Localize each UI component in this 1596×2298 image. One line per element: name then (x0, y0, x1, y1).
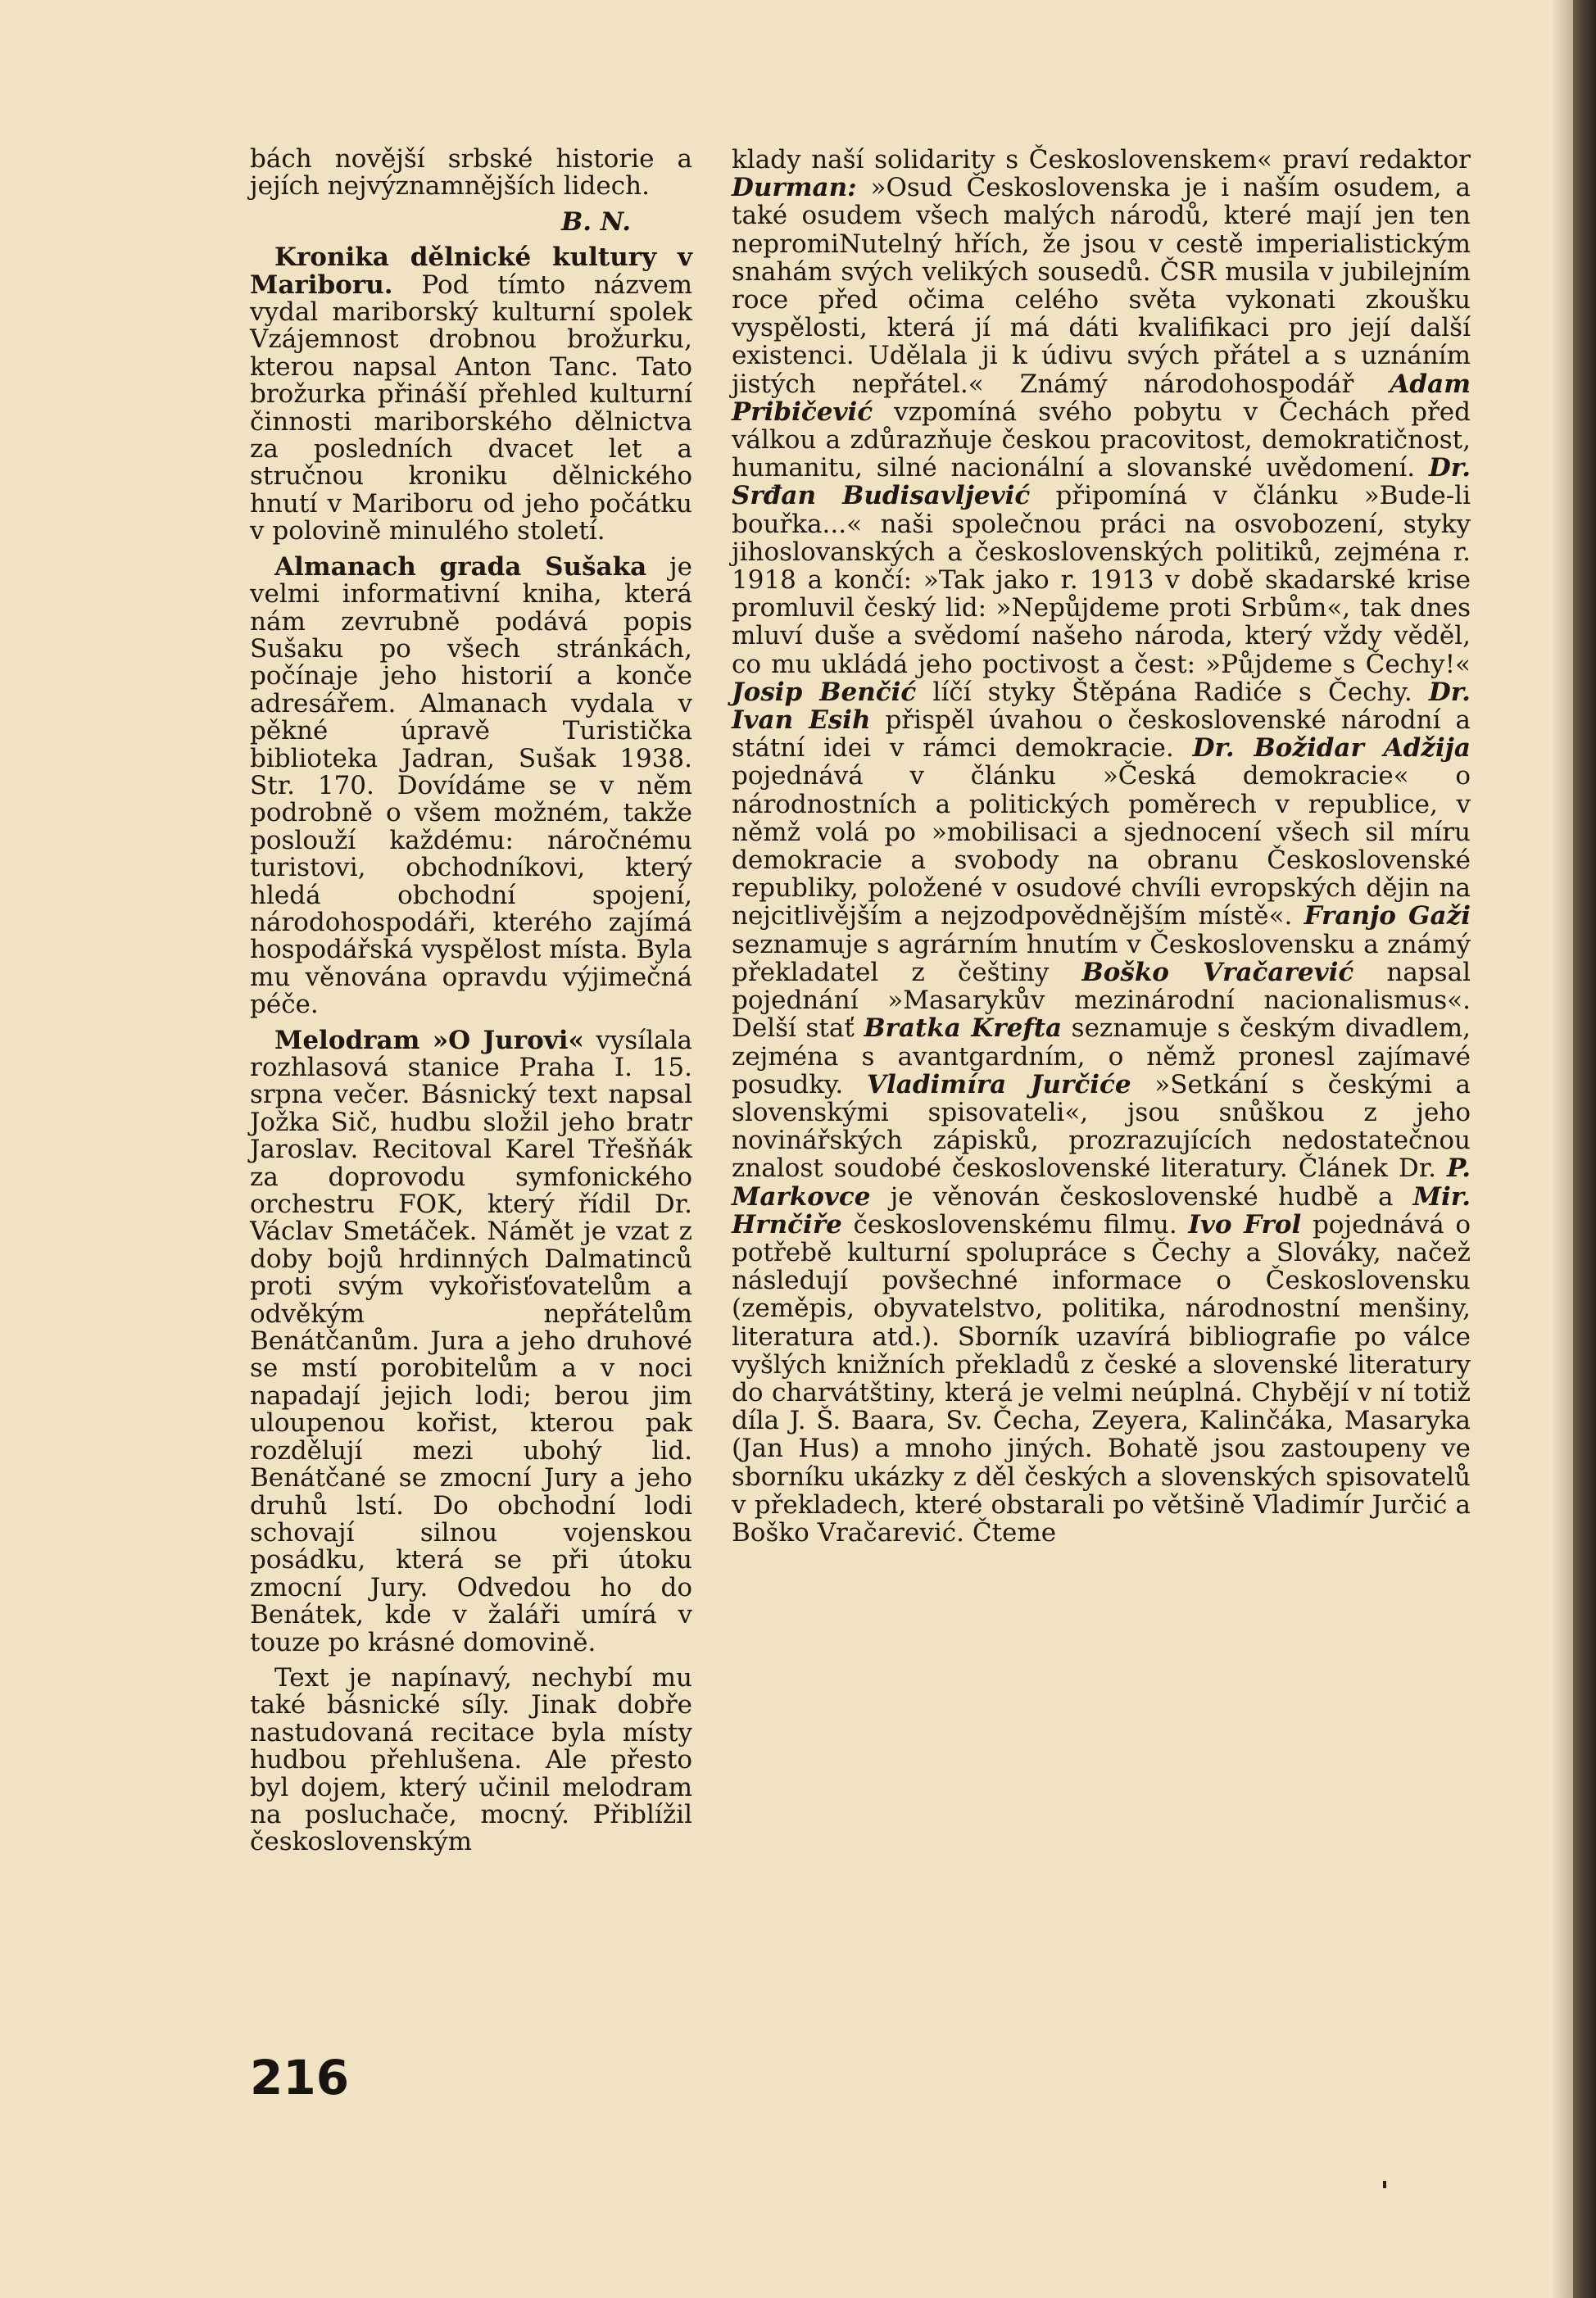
news-body: Pod tímto názvem vydal mariborský kulturní spolek Vzájemnost drobnou brožurku, kterou napsal Anton Tanc. Tato brožurka přináší přehled kulturní činnosti mariborského dělnictva za posledních dvacet let a stručnou kroniku dělnického hnutí v Mariboru od jeho počátku v polovině minulého století. (250, 270, 692, 546)
person-name: Dr. Srđan Budisavljević (732, 453, 1471, 511)
left-column (250, 146, 692, 1856)
news-title: Kronika dělnické kultury v Mariboru. (250, 242, 692, 300)
person-name: Ivo Frol (1188, 1209, 1302, 1240)
person-name: Durman: (732, 173, 857, 203)
person-name: Bratka Krefta (864, 1013, 1063, 1044)
person-name: Adam Pribičević (732, 369, 1471, 427)
page-number: 216 (250, 2050, 350, 2105)
print-speck (1383, 2181, 1386, 2188)
author-signature: B. N. (561, 206, 631, 237)
paragraph-melodram-review: Text je napínavý, nechybí mu také básnické síly. Jinak dobře nastudovaná recitace byla místy hudbou přehlušena. Ale přesto byl dojem, který učinil melodram na posluchače, mocný. Přiblížil československým (250, 1662, 692, 1857)
news-title: Almanach grada Sušaka (274, 551, 647, 582)
news-item-almanach (250, 551, 692, 1020)
right-column (732, 146, 1471, 1547)
person-name: Josip Benčić (732, 677, 917, 707)
news-title: Melodram »O Jurovi« (274, 1025, 584, 1055)
page-gutter-shadow (1552, 0, 1573, 2298)
person-name: Dr. Božidar Adžija (1192, 733, 1471, 764)
person-name: Dr. Ivan Esih (732, 677, 1471, 736)
person-name: Vladimíra Jurčiće (866, 1069, 1131, 1099)
person-name: Franjo Gaži (1304, 901, 1471, 931)
person-name: Mir. Hrnčiře (732, 1181, 1471, 1240)
paragraph-end-of-review: bách novější srbské historie a jejích nejvýznamnějších lidech. (250, 144, 692, 202)
person-name: P. Markovce (732, 1154, 1471, 1212)
paragraph-sbornik-review: klady naší solidarity s Československem« praví redaktor Durman: »Osud Československa je i naším osudem, a také osudem všech malých národů, které mají jen ten nepromiNutelný hřích, že jsou v cestě imperialistickým snahám svých velikých sousedů. ČSR musila v jubilejním roce před očima celého světa vykonati zkoušku vyspělosti, která jí má dáti kvalifikaci pro její další existenci. Udělala ji k údivu svých přátel a s uznáním jistých nepřátel.« Známý národohospodář Adam Pribičević vzpomíná svého pobytu v Čechách před válkou a zdůrazňuje českou pracovitost, demokratičnost, humanitu, silné nacionální a slovanské uvědomení. Dr. Srđan Budisavljević připomíná v článku »Bude-li bouřka...« naši společnou práci na osvobození, styky jihoslovanských a československých politiků, zejména r. 1918 a končí: »Tak jako r. 1913 v době skadarské krise promluvil český lid: »Nepůjdeme proti Srbům«, tak dnes mluví duše a svědomí našeho národa, který vždy věděl, co mu ukládá jeho poctivost a čest: »Půjdeme s Čechy!« Josip Benčić líčí styky Štěpána Radiće s Čechy. Dr. Ivan Esih přispěl úvahou o československé národní a státní idei v rámci demokracie. Dr. Božidar Adžija pojednává v článku »Česká demokracie« o národnostních a politických poměrech v republice, v němž volá po »mobilisaci a sjednocení všech sil míru demokracie a svobody na obranu Československé republiky, položené v osudové chvíli evropských dějin na nejcitlivějším a nejzodpovědnějším místě«. Franjo Gaži seznamuje s agrárním hnutím v Československu a známý překladatel z češtiny Boško Vračarević napsal pojednání »Masarykův mezinárodní nacionalismus«. Delší stať Bratka Krefta seznamuje s českým divadlem, zejména s avantgardním, o němž pronesl zajímavé posudky. Vladimíra Jurčiće »Setkání s českými a slovenskými spisovateli«, jsou snůškou z jeho novinářských zápisků, prozrazujících nedostatečnou znalost soudobé československé literatury. Článek Dr. P. Markovce je věnován československé hudbě a Mir. Hrnčiře československému filmu. Ivo Frol pojednává o potřebě kulturní spolupráce s Čechy a Slováky, načež následují povšechné informace o Československu (zeměpis, obyvatelstvo, politika, národnostní menšiny, literatura atd.). Sborník uzavírá bibliografie po válce vyšlých knižních překladů z české a slovenské literatury do charvátštiny, která je velmi neúplná. Chybějí v ní totiž díla J. Š. Baara, Sv. Čecha, Zeyera, Kalinčáka, Masaryka (Jan Hus) a mnoho jiných. Bohatě jsou zastoupeny ve sborníku ukázky z děl českých a slovenských spisovatelů v překladech, které obstarali po většině Vladimír Jurčić a Boško Vračarević. Čteme (732, 145, 1471, 1548)
news-item-melodram (250, 1027, 692, 1657)
news-body: je velmi informativní kniha, která nám zevrubně podává popis Sušaku po všech stránkách, počínaje jeho historií a konče adresářem. Almanach vydala v pěkné úpravě Turistička biblioteka Jadran, Sušak 1938. Str. 170. Dovídáme se v něm podrobně o všem možném, takže poslouží každému: náročnému turistovi, obchodníkovi, který hledá obchodní spojení, národohospodáři, kterého zajímá hospodářská vyspělost místa. Byla mu věnována opravdu výjimečná péče. (250, 551, 692, 1020)
book-spine (1573, 0, 1596, 2298)
person-name: Boško Vračarević (1081, 957, 1354, 987)
news-body: vysílala rozhlasová stanice Praha I. 15. srpna večer. Básnický text napsal Jožka Sič, hudbu složil jeho bratr Jaroslav. Recitoval Karel Třešňák za doprovodu symfonického orchestru FOK, který řídil Dr. Václav Smetáček. Námět je vzat z doby bojů hrdinných Dalmatinců proti svým vykořisťovatelům a odvěkým nepřátelům Benátčanům. Jura a jeho druhové se mstí porobitelům a v noci napadají jejich lodi; berou jim uloupenou kořist, kterou pak rozdělují mezi ubohý lid. Benátčané se zmocní Jury a jeho druhů lstí. Do obchodní lodi schovají silnou vojenskou posádku, která se při útoku zmocní Jury. Odvedou ho do Benátek, kde v žaláři umírá v touze po krásné domovině. (250, 1025, 693, 1657)
news-item-kronika (250, 244, 692, 545)
